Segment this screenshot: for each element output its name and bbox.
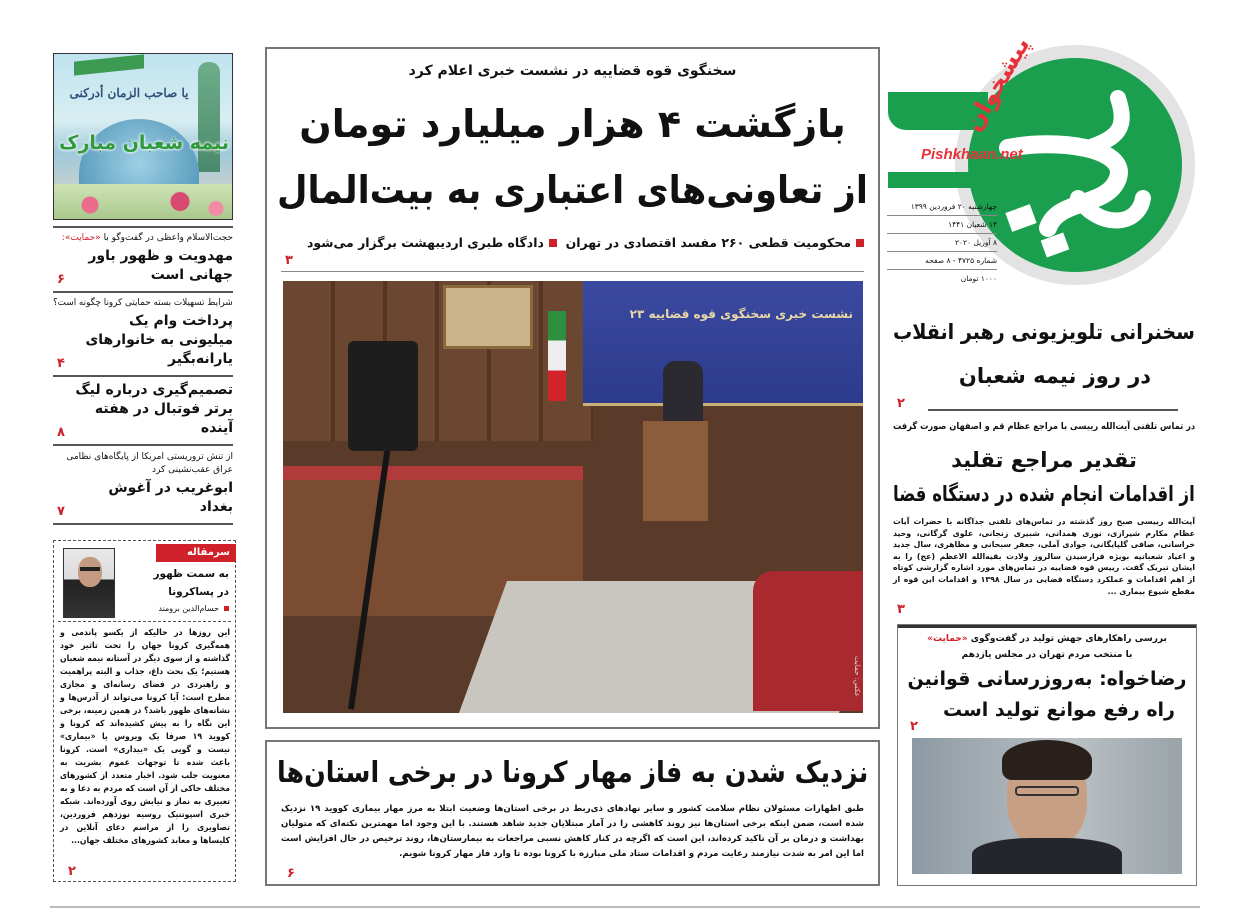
watermark-en: Pishkhaan.net [921,146,1023,163]
story-vaezi[interactable] [53,230,233,293]
bottom-rule [50,906,1200,908]
nimeh-shaban-banner [53,53,233,220]
raisi-headline-1[interactable]: تقدیر مراجع تقلید [951,448,1137,472]
date-hijri: ۱۴ شعبان ۱۴۴۱ [887,216,997,234]
date-gregorian: ۸ آوریل ۲۰۲۰ [887,234,997,252]
page-number: ۶ [287,866,295,881]
editorial-title-2: در پساکرونا [168,586,229,598]
page-number: ۷ [57,504,65,519]
interview-kicker-1: بررسی راهکارهای جهش تولید در گفت‌وگوی «حمایت» [927,634,1167,644]
interview-photo [912,738,1182,874]
raisi-kicker: در تماس تلفنی آیت‌الله رییسی با مراجع عظام قم و اصفهان صورت گرفت [892,422,1195,432]
page-number: ۲ [910,719,918,734]
raisi-body: آیت‌الله رییسی صبح روز گذشته در تماس‌های تلفنی جداگانه با حضرات آیات عظام مکارم شیرازی، نوری همدانی، شبیری زنجانی، علوی گرگانی، وحید خراسانی، صافی گلپایگانی، جوادی آملی، جعفر سبحانی و مظاهری، سال جدید و اعیاد شعبانیه بویژه فرارسیدن سالروز ولادت بقیه‌الله الاعظم (عج) را به ایشان تبریک گفت. رییس قوه قضاییه در تماس‌های مورد اشاره گزارشی کوتاه از اهم اقدامات و عملکرد دستگاه قضایی در سال ۱۳۹۸ و اقدامات این قوه از مقطع شیوع بیماری ... [893,517,1196,596]
interview-kicker-2: با منتخب مردم تهران در مجلس یازدهم [961,650,1133,660]
raisi-headline-2[interactable]: از اقدامات انجام شده در دستگاه قضا [893,482,1195,506]
speaker [663,361,703,421]
story-kicker: حجت‌الاسلام واعظی در گفت‌وگو با «حمایت»: [61,233,233,243]
page-number: ۲ [897,396,905,411]
banner-calligraphy: یا صاحب الزمان أدرکنی [69,86,189,100]
editorial-label: سرمقاله [156,544,236,562]
page-number: ۲ [68,864,76,879]
lead-sub-2: دادگاه طبری اردیبهشت برگزار می‌شود [307,235,557,250]
photo-credit: عکس: حمایت [853,656,861,697]
logo-band-2 [888,172,1008,188]
minaret [198,62,220,172]
corona-body: طبق اظهارات مسئولان نظام سلامت کشور و سایر نهادهای ذی‌ربط در برخی استان‌ها وضعیت ابتلا به مرز مهار بیماری کووید ۱۹ نزدیک شده است، ضمن اینکه برخی استان‌ها نیز روند کاهشی را در آمار مبتلایان جدید شاهد هستند. با این وجود اما مهمترین نکته‌ای که متولیان بهداشت و درمان بر آن تاکید کرده‌اند، این است که اگرچه در کنار کاهش نسبی مراجعات به بیمارستان‌ها، روند ترخیص در حال افزایش است اما این امر به شدت نیازمند رعایت مردم و اقدامات ستاد ملی مبارزه با کرونا بوده تا وارد فاز مهار کرونا شویم. [281,804,864,859]
podium [643,421,708,521]
page-number: ۶ [57,272,65,287]
leader-headline-2[interactable]: در روز نیمه شعبان [958,364,1152,388]
page-number: ۴ [57,356,65,371]
lead-kicker: سخنگوی قوه قضاییه در نشست خبری اعلام کرد [408,63,737,79]
interview-headline-1: رضاخواه: به‌روزرسانی قوانین [907,668,1187,690]
story-headline: ابوغریب در آغوش بغداد [108,480,233,515]
flag [548,311,566,401]
brand-mention: «حمایت»: [61,233,101,243]
lead-sub-1: محکومیت قطعی ۲۶۰ مفسد اقتصادی در تهران [564,235,864,250]
lead-story[interactable] [265,47,880,729]
lead-headline-2: از تعاونی‌های اعتباری به بیت‌المال [277,168,868,212]
story-loan[interactable] [53,293,233,377]
camera [348,341,418,451]
author-photo [63,548,115,618]
story-abughraib[interactable] [53,446,233,525]
story-headline: پرداخت وام یک میلیونی به خانوارهای یارانه‌بگیر [85,313,233,367]
editorial-title-1: به سمت ظهور [153,568,229,580]
photo-sign-text: نشست خبری سخنگوی قوه قضاییه ۲۳ [629,307,853,321]
red-chair [753,571,863,711]
date-persian: چهارشنبه ۲۰ فروردین ۱۳۹۹ [887,198,997,216]
flowers [54,184,233,219]
page-number: ۸ [57,425,65,440]
editorial-body: این روزها در حالیکه از یکسو پاندمی و همه‌گیری کرونا جهان را تحت تاثیر خود گذاشته و از سوی دیگر در آستانه نیمه شعبان هستیم؛ یک بحث داغ، جذاب و البته پراهمیت و راهبردی در فضای رسانه‌ای و مجازی مطرح است: آیا کرونا می‌تواند از آدرس‌ها و نشانه‌های ظهور باشد؟ در همین زمینه، برخی این نگاه را به پیش کشیده‌اند که کرونا و کووید ۱۹ صرفا یک ویروس یا «بیماری» نیست و گویی یک «بیداری» است. کرونا باعث شده تا توجهات عموم بشریت به معنویت جلب شود. اخبار متعدد از کشورهای مختلف حاکی از آن است که مردم به دعا و به تعبیری به نماز و نیایش روی آورده‌اند. شبکه خبری اسپوتنیک روسیه نوزدهم فروردین، تصاویری را از مراسم دعای آنلاین در کلیساها و معابد کشورهای مختلف جهان... [60,627,231,845]
interview-story[interactable] [897,624,1197,886]
story-headline: مهدویت و ظهور باور جهانی است [88,248,233,283]
editorial-author: حسام‌الدین برومند [158,604,229,613]
editorial-box[interactable] [53,540,236,882]
issue-number: شماره ۴۷۲۵ - ۸ صفحه [887,252,997,270]
blue-backdrop [583,281,863,406]
corona-story[interactable] [265,740,880,886]
story-football[interactable] [53,377,233,446]
leader-headline-1[interactable]: سخنرانی تلویزیونی رهبر انقلاب [893,320,1195,344]
story-headline: تصمیم‌گیری درباره لیگ برتر فوتبال در هفته آینده [75,382,233,436]
banner-text: نیمه شعبان مبارک [59,132,229,154]
flag-icon [74,54,144,75]
lead-photo [283,281,863,713]
portrait-frame [443,285,533,349]
page-number: ۳ [897,602,905,617]
story-kicker: شرایط تسهیلات بسته حمایتی کرونا چگونه است؟ [53,298,233,308]
story-kicker: از تنش تروریستی امریکا از پایگاه‌های نظامی عراق عقب‌نشینی کرد [66,452,233,475]
price: ۱۰۰۰ تومان [960,274,997,283]
wood-wall [283,281,593,441]
left-stories [53,230,233,525]
masthead-dates [887,198,997,287]
interview-headline-2: راه رفع موانع تولید است [942,699,1175,721]
watermark-fa: پیشخوان [958,31,1036,137]
corona-headline: نزدیک شدن به فاز مهار کرونا در برخی استان‌ها [276,755,868,789]
page-number: ۳ [285,253,293,268]
lead-headline-1: بازگشت ۴ هزار میلیارد تومان [299,102,846,146]
